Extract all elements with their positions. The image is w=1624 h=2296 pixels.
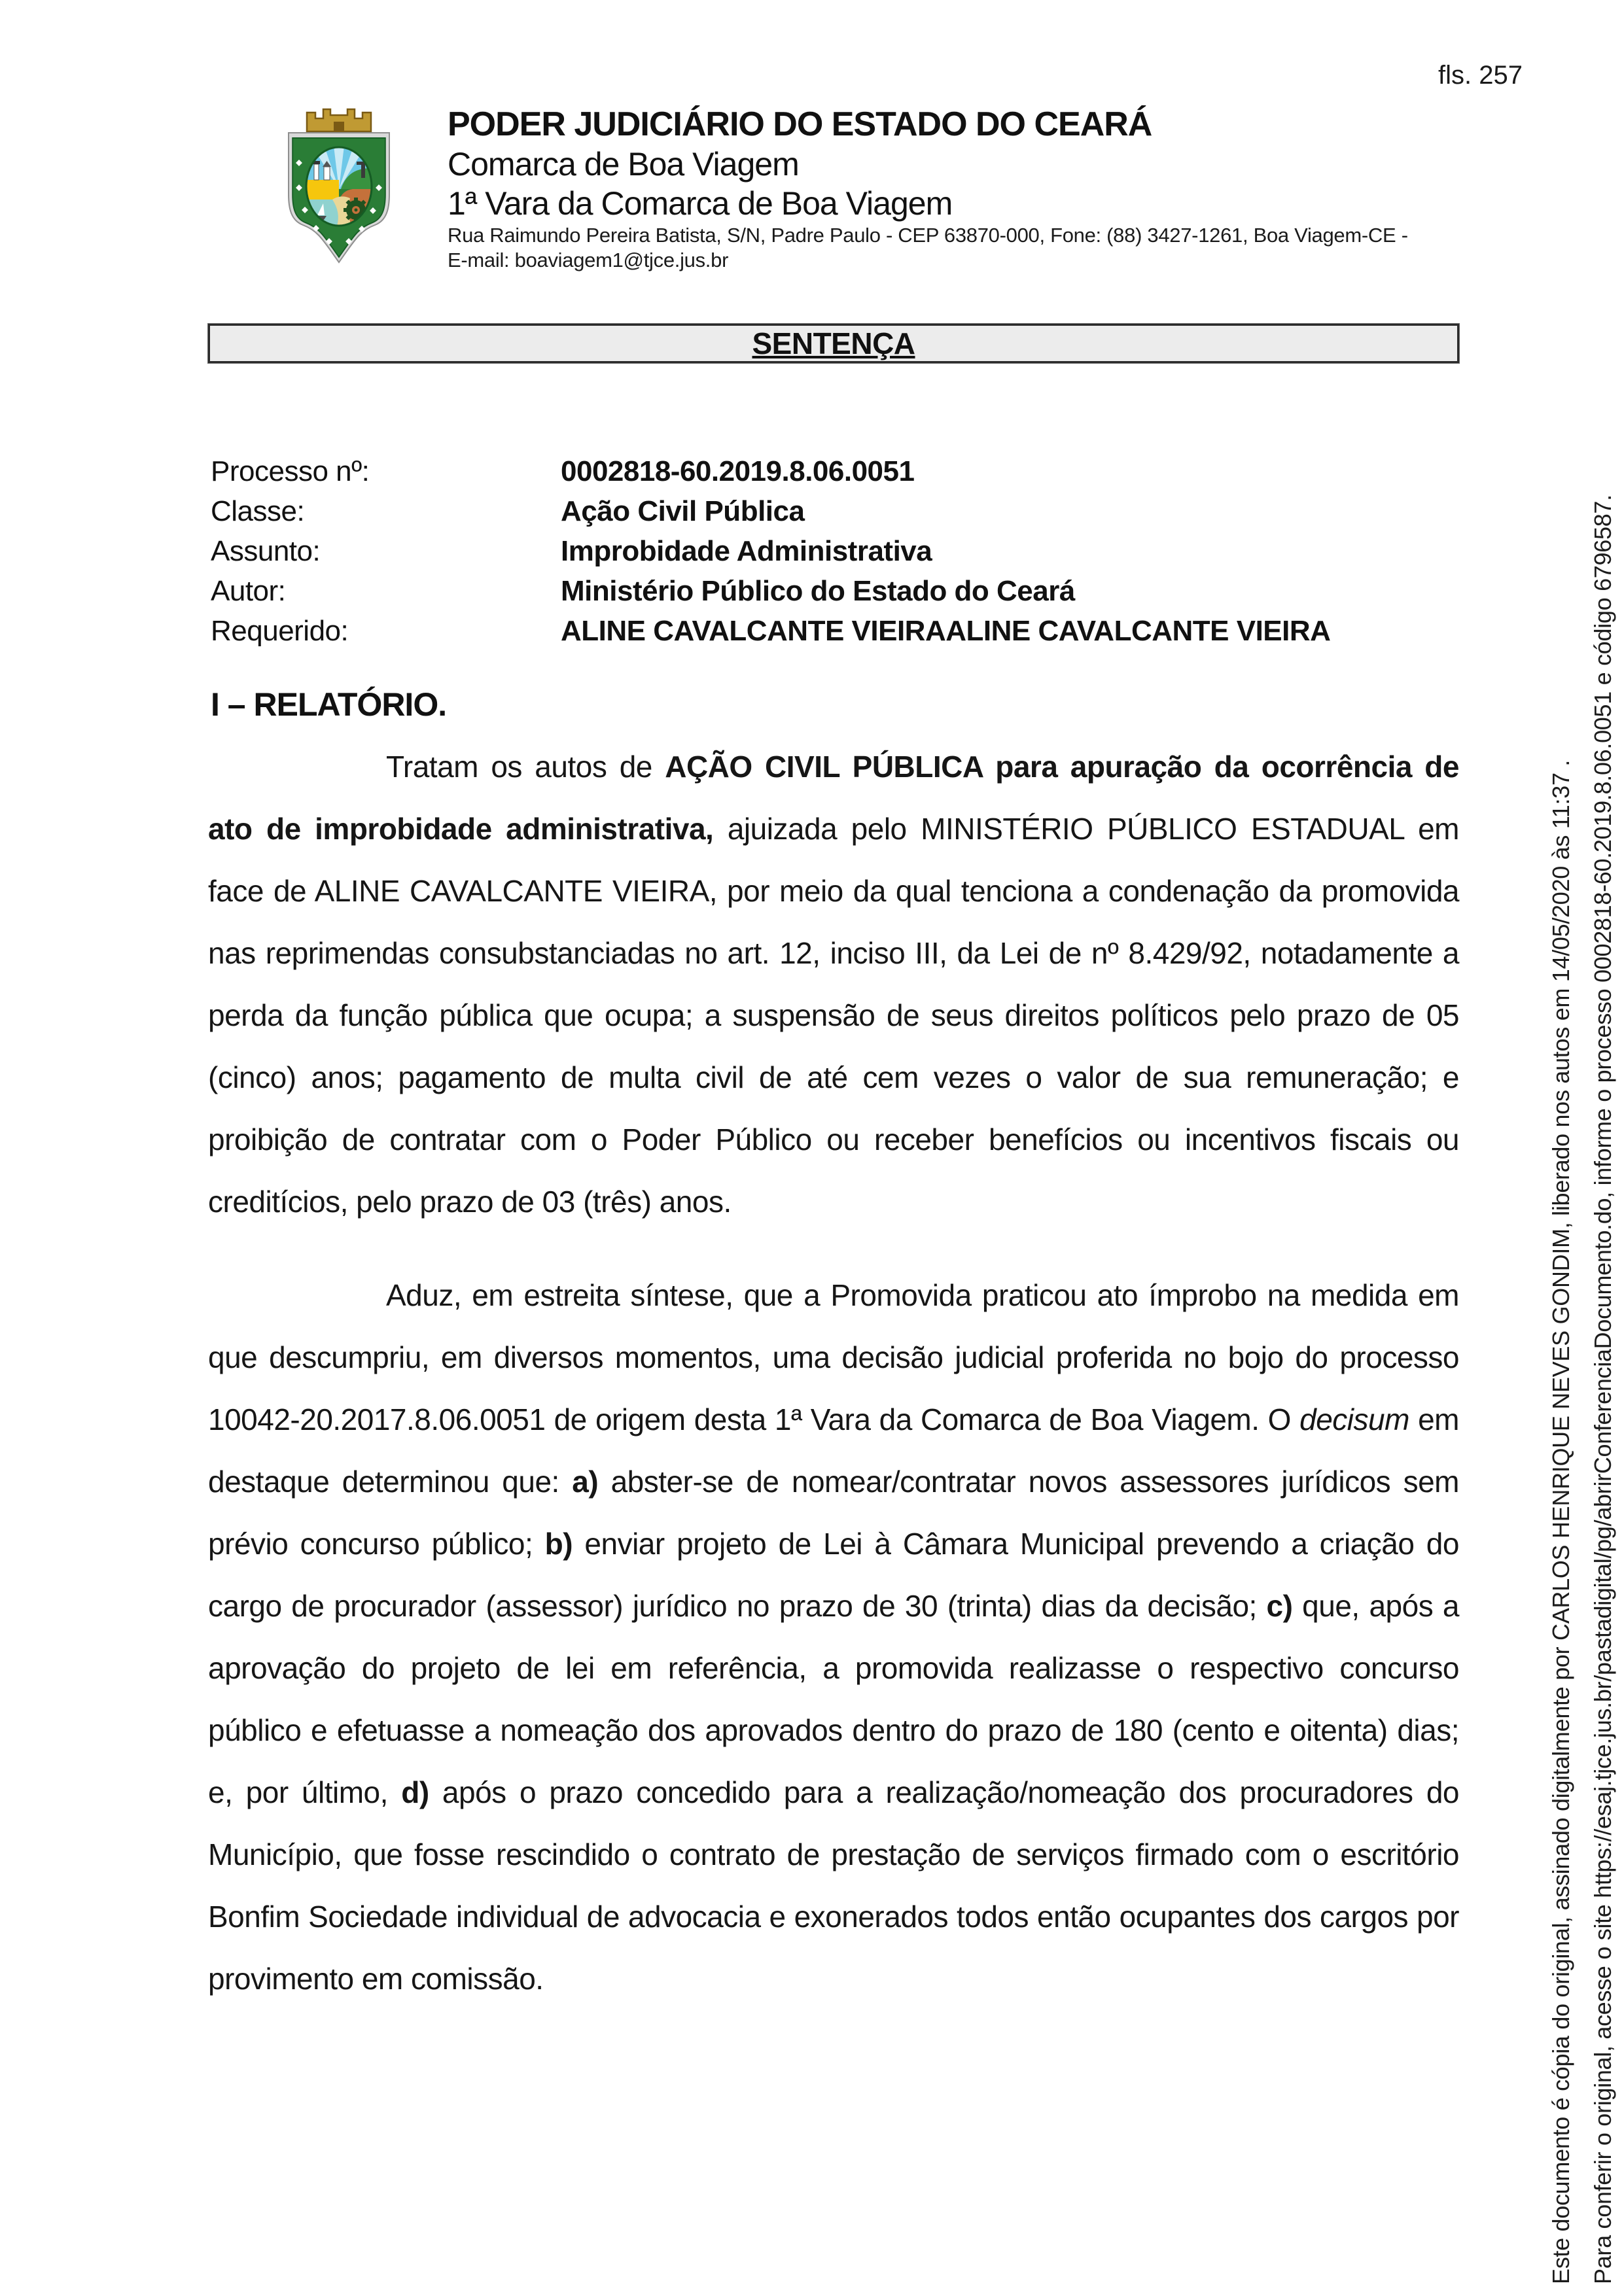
letterhead-text [448, 101, 1408, 273]
vara-line: 1ª Vara da Comarca de Boa Viagem [448, 185, 953, 222]
process-row-value: ALINE CAVALCANTE VIEIRAALINE CAVALCANTE VIEIRA [561, 615, 1331, 647]
process-row-value: Ação Civil Pública [561, 495, 805, 527]
ceara-coat-of-arms-icon [283, 101, 395, 264]
process-info-table [211, 451, 1459, 651]
process-row-numero [211, 451, 1459, 491]
process-row-value: Improbidade Administrativa [561, 535, 932, 567]
process-row-label: Autor: [211, 575, 286, 607]
paragraph-2: Aduz, em estreita síntese, que a Promovida praticou ato ímprobo na medida em que descumpriu, em diversos momentos, uma decisão judicial proferida no bojo do processo 10042-20.2017.8.06.0051 de origem desta 1ª Vara da Comarca de Boa Viagem. O decisum em destaque determinou que: a) abster-se de nomear/contratar novos assessores jurídicos sem prévio concurso público; b) enviar projeto de Lei à Câmara Municipal prevendo a criação do cargo de procurador (assessor) jurídico no prazo de 30 (trinta) dias da decisão; c) que, após a aprovação do projeto de lei em referência, a promovida realizasse o respectivo concurso público e efetuasse a nomeação dos aprovados dentro do prazo de 180 (cento e oitenta) dias; e, por último, d) após o prazo concedido para a realização/nomeação dos procuradores do Município, que fosse rescindido o contrato de prestação de serviços firmado com o escritório Bonfim Sociedade individual de advocacia e exonerados todos então ocupantes dos cargos por provimento em comissão. [208, 1278, 1460, 1996]
process-row-label: Processo nº: [211, 455, 370, 487]
body-content [208, 736, 1459, 2042]
section-title-relatorio: I – RELATÓRIO. [211, 686, 447, 723]
process-row-label: Classe: [211, 495, 305, 527]
process-row-autor [211, 571, 1459, 611]
document-title-box [208, 324, 1459, 363]
signature-stamp-line-1: Este documento é cópia do original, assinado digitalmente por CARLOS HENRIQUE NEVES GONDIM, liberado nos autos em 14/05/2020 às 11:37 . [1547, 759, 1574, 2284]
process-row-value: 0002818-60.2019.8.06.0051 [561, 455, 915, 487]
document-title: SENTENÇA [752, 326, 915, 360]
letterhead [283, 101, 1408, 273]
paragraph-1: Tratam os autos de AÇÃO CIVIL PÚBLICA para apuração da ocorrência de ato de improbidade administrativa, ajuizada pelo MINISTÉRIO PÚBLICO ESTADUAL em face de ALINE CAVALCANTE VIEIRA, por meio da qual tenciona a condenação da promovida nas reprimendas consubstanciadas no art. 12, inciso III, da Lei de nº 8.429/92, notadamente a perda da função pública que ocupa; a suspensão de seus direitos políticos pelo prazo de 05 (cinco) anos; pagamento de multa civil de até cem vezes o valor de sua remuneração; e proibição de contratar com o Poder Público ou receber benefícios ou incentivos fiscais ou creditícios, pelo prazo de 03 (três) anos. [208, 750, 1460, 1219]
process-row-requerido [211, 611, 1459, 651]
process-row-classe [211, 491, 1459, 531]
org-title: PODER JUDICIÁRIO DO ESTADO DO CEARÁ [448, 105, 1152, 143]
process-row-value: Ministério Público do Estado do Ceará [561, 575, 1075, 607]
comarca-line: Comarca de Boa Viagem [448, 146, 799, 183]
process-row-label: Requerido: [211, 615, 349, 647]
address-line: Rua Raimundo Pereira Batista, S/N, Padre Paulo - CEP 63870-000, Fone: (88) 3427-1261, Boa Viagem-CE - [448, 224, 1408, 247]
page-number-label: fls. 257 [1438, 61, 1523, 90]
email-line: E-mail: boaviagem1@tjce.jus.br [448, 249, 729, 271]
process-row-assunto [211, 531, 1459, 571]
process-row-label: Assunto: [211, 535, 321, 567]
verification-stamp-line-2: Para conferir o original, acesse o site https://esaj.tjce.jus.br/pastadigital/pg/abrirConferenciaDocumento.do, informe o processo 0002818-60.2019.8.06.0051 e código 6796587. [1589, 495, 1616, 2284]
